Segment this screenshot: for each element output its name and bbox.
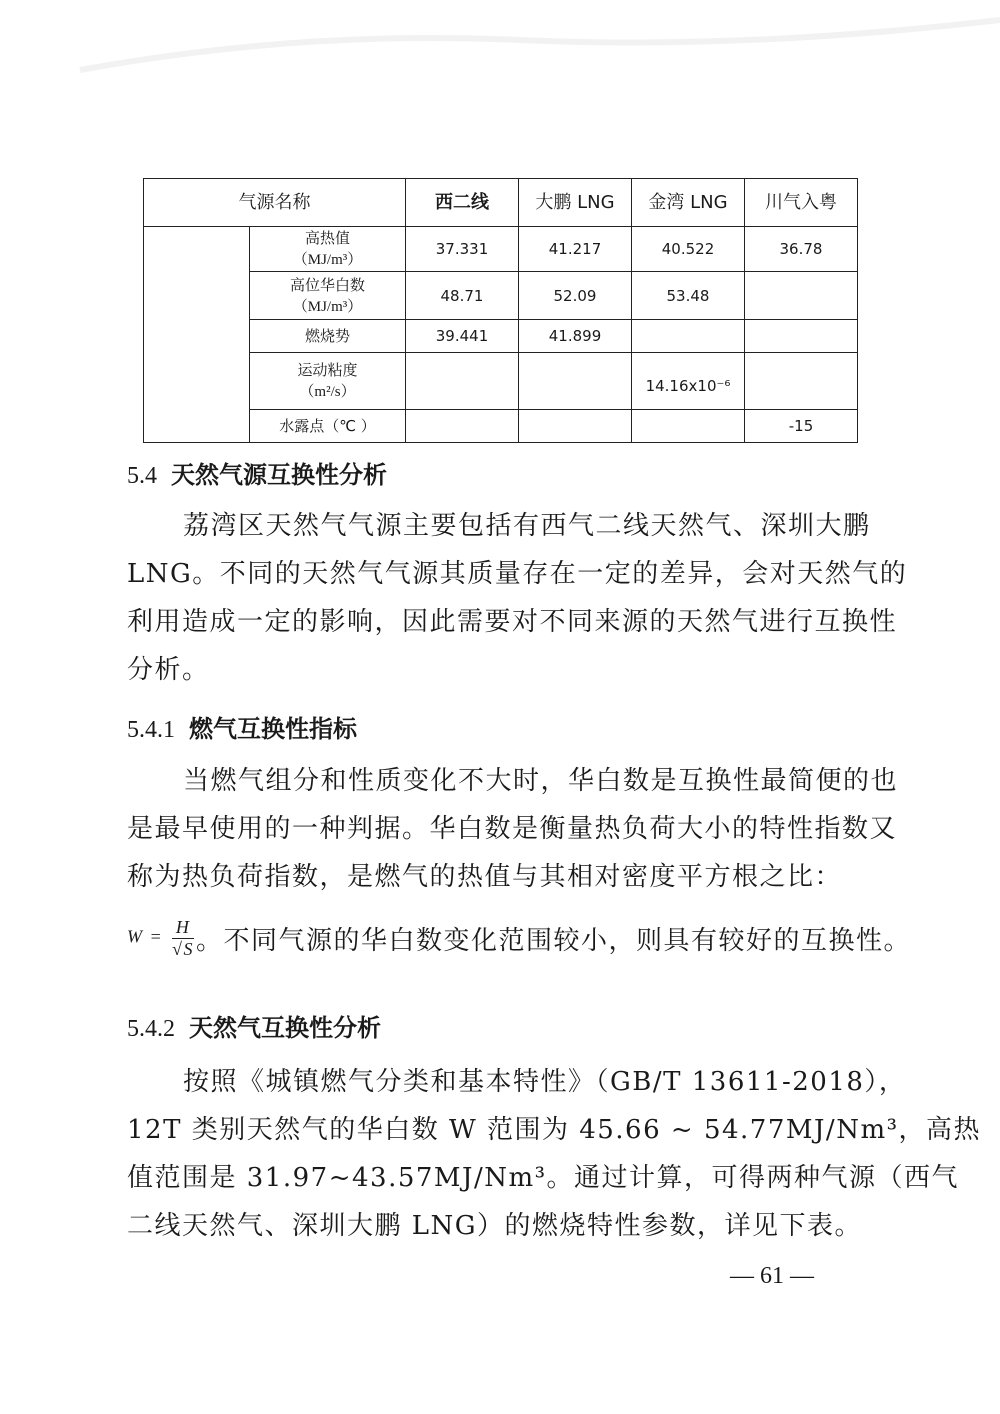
formula-numerator: H	[172, 917, 194, 939]
formula-lhs: W =	[127, 926, 164, 947]
section-heading-5-4-2	[127, 1013, 381, 1044]
table-row	[144, 353, 858, 410]
row-unit: （MJ/m³）	[292, 252, 363, 268]
header-cell: 西二线	[406, 179, 519, 227]
table-cell	[745, 353, 858, 410]
row-label: 运动粘度	[297, 361, 358, 379]
table-cell	[745, 272, 858, 320]
paragraph-line: 是最早使用的一种判据。华白数是衡量热负荷大小的特性指数又	[127, 814, 898, 844]
table-cell: 40.522	[632, 227, 745, 272]
table-cell	[406, 353, 519, 410]
paragraph-5-4	[127, 502, 908, 694]
header-cell: 气源名称	[144, 179, 406, 227]
paragraph-line: LNG。不同的天然气气源其质量存在一定的差异，会对天然气的	[127, 559, 908, 589]
formula-tail-text: 。不同气源的华白数变化范围较小，则具有较好的互换性。	[196, 926, 912, 956]
table-cell	[519, 410, 632, 443]
table-row	[144, 227, 858, 272]
paragraph-line: 利用造成一定的影响，因此需要对不同来源的天然气进行互换性	[127, 607, 898, 637]
paragraph-line: 荔湾区天然气气源主要包括有西气二线天然气、深圳大鹏	[183, 511, 871, 541]
row-label-cell	[250, 272, 406, 320]
header-decoration	[0, 0, 1000, 110]
table-row	[144, 320, 858, 353]
paragraph-line: 当燃气组分和性质变化不大时，华白数是互换性最简便的也	[183, 766, 899, 796]
paragraph-line: 值范围是 31.97~43.57MJ/Nm³。通过计算，可得两种气源（西气	[127, 1163, 960, 1193]
section-heading-5-4-1	[127, 714, 357, 745]
table-cell: 52.09	[519, 272, 632, 320]
row-label-cell	[250, 410, 406, 443]
row-label-cell	[250, 353, 406, 410]
paragraph-5-4-2	[127, 1058, 982, 1250]
section-number: 5.4	[127, 463, 157, 489]
table-cell	[632, 410, 745, 443]
table-cell: 37.331	[406, 227, 519, 272]
table-cell	[406, 410, 519, 443]
merged-blank-cell	[144, 227, 250, 443]
row-label: 水露点（℃ ）	[279, 417, 376, 435]
row-label-cell	[250, 227, 406, 272]
row-label: 高位华白数	[289, 275, 365, 294]
row-label: 燃烧势	[304, 327, 350, 345]
row-unit: （m²/s）	[299, 384, 356, 400]
table-row	[144, 410, 858, 443]
row-unit: （MJ/m³）	[292, 298, 363, 315]
header-cell: 金湾 LNG	[632, 179, 745, 227]
table-cell: 41.899	[519, 320, 632, 353]
row-label: 高热值	[304, 229, 350, 247]
section-title: 天然气源互换性分析	[171, 461, 387, 489]
paragraph-line: 称为热负荷指数，是燃气的热值与其相对密度平方根之比：	[127, 862, 843, 892]
section-heading-5-4	[127, 460, 387, 491]
header-cell: 大鹏 LNG	[519, 179, 632, 227]
page-number: — 61 —	[730, 1263, 814, 1289]
formula-line	[127, 917, 912, 977]
header-cell: 川气入粤	[745, 179, 858, 227]
paragraph-5-4-1	[127, 757, 899, 901]
table-cell: 14.16x10⁻⁶	[632, 353, 745, 410]
table-cell	[519, 353, 632, 410]
paragraph-line: 12T 类别天然气的华白数 W 范围为 45.66 ~ 54.77MJ/Nm³，高热	[127, 1115, 982, 1145]
paragraph-line: 二线天然气、深圳大鹏 LNG）的燃烧特性参数，详见下表。	[127, 1211, 863, 1241]
formula-fraction	[172, 917, 194, 960]
table-row	[144, 272, 858, 320]
table-cell: 36.78	[745, 227, 858, 272]
table-cell: 48.71	[406, 272, 519, 320]
formula-denominator: √S	[172, 939, 195, 959]
table-cell: 39.441	[406, 320, 519, 353]
table-header-row	[144, 179, 858, 227]
section-title: 天然气互换性分析	[189, 1014, 381, 1042]
gas-source-table	[143, 178, 858, 443]
paragraph-line: 按照《城镇燃气分类和基本特性》（GB/T 13611-2018），	[183, 1067, 907, 1097]
table-cell	[745, 320, 858, 353]
table-cell	[632, 320, 745, 353]
row-label-cell	[250, 320, 406, 353]
wobbe-formula	[127, 917, 194, 960]
section-title: 燃气互换性指标	[189, 715, 357, 743]
table-cell: 41.217	[519, 227, 632, 272]
section-number: 5.4.2	[127, 1016, 175, 1042]
section-number: 5.4.1	[127, 717, 175, 743]
table-cell: -15	[745, 410, 858, 443]
paragraph-line: 分析。	[127, 655, 210, 685]
table-cell: 53.48	[632, 272, 745, 320]
